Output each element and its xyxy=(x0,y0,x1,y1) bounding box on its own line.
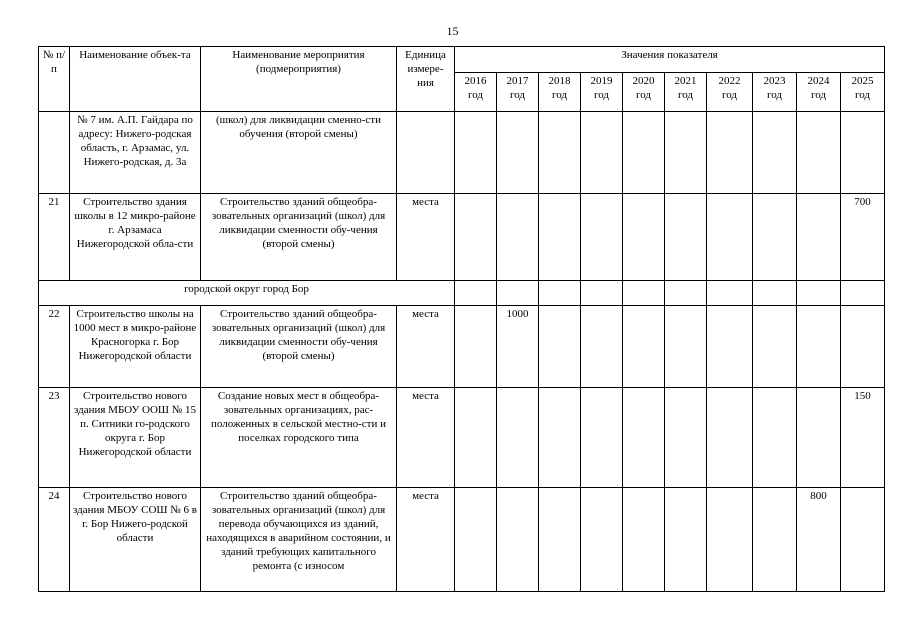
value-cell xyxy=(581,388,623,488)
value-cell xyxy=(623,488,665,592)
value-cell xyxy=(455,388,497,488)
value-cell xyxy=(539,194,581,281)
value-cell xyxy=(497,388,539,488)
value-cell xyxy=(797,306,841,388)
value-cell xyxy=(707,488,753,592)
value-cell xyxy=(841,306,885,388)
value-cell xyxy=(581,488,623,592)
page-number: 15 xyxy=(446,24,459,38)
value-cell xyxy=(753,388,797,488)
value-cell: 700 xyxy=(841,194,885,281)
value-cell xyxy=(455,112,497,194)
value-cell xyxy=(665,388,707,488)
measure-name: Создание новых мест в общеобра-зовательных организациях, рас-положенных в сельской местно-сти и поселках городского типа xyxy=(201,388,397,488)
value-cell xyxy=(841,488,885,592)
value-cell xyxy=(797,281,841,306)
header-year: 2022 год xyxy=(707,73,753,112)
value-cell xyxy=(581,112,623,194)
header-unit: Единица измере-ния xyxy=(397,47,455,112)
table-row xyxy=(39,488,885,592)
value-cell xyxy=(581,306,623,388)
unit: места xyxy=(397,488,455,592)
value-cell xyxy=(623,194,665,281)
row-number: 23 xyxy=(39,388,70,488)
measure-name: Строительство зданий общеобра-зовательных организаций (школ) для перевода обучающихся из зданий, находящихся в аварийном состоянии, и зданий требующих капитального ремонта (с износом xyxy=(201,488,397,592)
measure-name: Строительство зданий общеобра-зовательных организаций (школ) для ликвидации сменности обу-чения (второй смены) xyxy=(201,194,397,281)
measure-name: (школ) для ликвидации сменно-сти обучения (второй смены) xyxy=(201,112,397,194)
object-name: Строительство нового здания МБОУ ООШ № 15 п. Ситники го-родского округа г. Бор Нижегородской области xyxy=(70,388,201,488)
unit: места xyxy=(397,388,455,488)
value-cell xyxy=(753,281,797,306)
value-cell xyxy=(497,194,539,281)
header-measure: Наименование мероприятия (подмероприятия) xyxy=(201,47,397,112)
value-cell: 800 xyxy=(797,488,841,592)
value-cell xyxy=(539,281,581,306)
value-cell xyxy=(841,112,885,194)
unit: места xyxy=(397,306,455,388)
value-cell xyxy=(539,388,581,488)
table-row xyxy=(39,194,885,281)
object-name: Строительство школы на 1000 мест в микро-районе Красногорка г. Бор Нижегородской области xyxy=(70,306,201,388)
value-cell xyxy=(707,281,753,306)
value-cell xyxy=(707,306,753,388)
value-cell xyxy=(707,194,753,281)
header-year: 2017 год xyxy=(497,73,539,112)
value-cell xyxy=(539,306,581,388)
value-cell xyxy=(623,388,665,488)
value-cell: 1000 xyxy=(497,306,539,388)
header-year: 2020 год xyxy=(623,73,665,112)
value-cell xyxy=(753,488,797,592)
value-cell xyxy=(497,281,539,306)
measure-name: Строительство зданий общеобра-зовательных организаций (школ) для ликвидации сменности обу-чения (второй смены) xyxy=(201,306,397,388)
value-cell xyxy=(707,112,753,194)
unit xyxy=(397,112,455,194)
object-name: Строительство нового здания МБОУ СОШ № 6 в г. Бор Нижего-родской области xyxy=(70,488,201,592)
table-row xyxy=(39,112,885,194)
header-year: 2018 год xyxy=(539,73,581,112)
header-year: 2016 год xyxy=(455,73,497,112)
header-object: Наименование объек-та xyxy=(70,47,201,112)
value-cell xyxy=(797,194,841,281)
header-year: 2019 год xyxy=(581,73,623,112)
value-cell xyxy=(455,306,497,388)
value-cell xyxy=(665,281,707,306)
table-row xyxy=(39,306,885,388)
object-name: Строительство здания школы в 12 микро-районе г. Арзамаса Нижегородской обла-сти xyxy=(70,194,201,281)
table-row xyxy=(39,388,885,488)
value-cell: 150 xyxy=(841,388,885,488)
value-cell xyxy=(797,112,841,194)
value-cell xyxy=(707,388,753,488)
value-cell xyxy=(539,112,581,194)
header-year: 2021 год xyxy=(665,73,707,112)
value-cell xyxy=(497,112,539,194)
value-cell xyxy=(455,281,497,306)
value-cell xyxy=(841,281,885,306)
row-number: 24 xyxy=(39,488,70,592)
indicators-table xyxy=(38,46,885,592)
value-cell xyxy=(539,488,581,592)
unit: места xyxy=(397,194,455,281)
header-year: 2024 год xyxy=(797,73,841,112)
object-name: № 7 им. А.П. Гайдара по адресу: Нижего-родская область, г. Арзамас, ул. Нижего-родская, д. 3а xyxy=(70,112,201,194)
row-number: 22 xyxy=(39,306,70,388)
section-label: городской округ город Бор xyxy=(39,281,455,306)
value-cell xyxy=(753,194,797,281)
value-cell xyxy=(665,306,707,388)
value-cell xyxy=(623,306,665,388)
value-cell xyxy=(797,388,841,488)
value-cell xyxy=(665,488,707,592)
value-cell xyxy=(623,112,665,194)
value-cell xyxy=(581,194,623,281)
value-cell xyxy=(455,488,497,592)
header-num: № п/п xyxy=(39,47,70,112)
value-cell xyxy=(665,194,707,281)
row-number xyxy=(39,112,70,194)
header-year: 2023 год xyxy=(753,73,797,112)
value-cell xyxy=(581,281,623,306)
value-cell xyxy=(455,194,497,281)
value-cell xyxy=(665,112,707,194)
value-cell xyxy=(753,306,797,388)
value-cell xyxy=(753,112,797,194)
section-row xyxy=(39,281,885,306)
header-values: Значения показателя xyxy=(455,47,885,73)
header-year: 2025 год xyxy=(841,73,885,112)
value-cell xyxy=(623,281,665,306)
row-number: 21 xyxy=(39,194,70,281)
value-cell xyxy=(497,488,539,592)
